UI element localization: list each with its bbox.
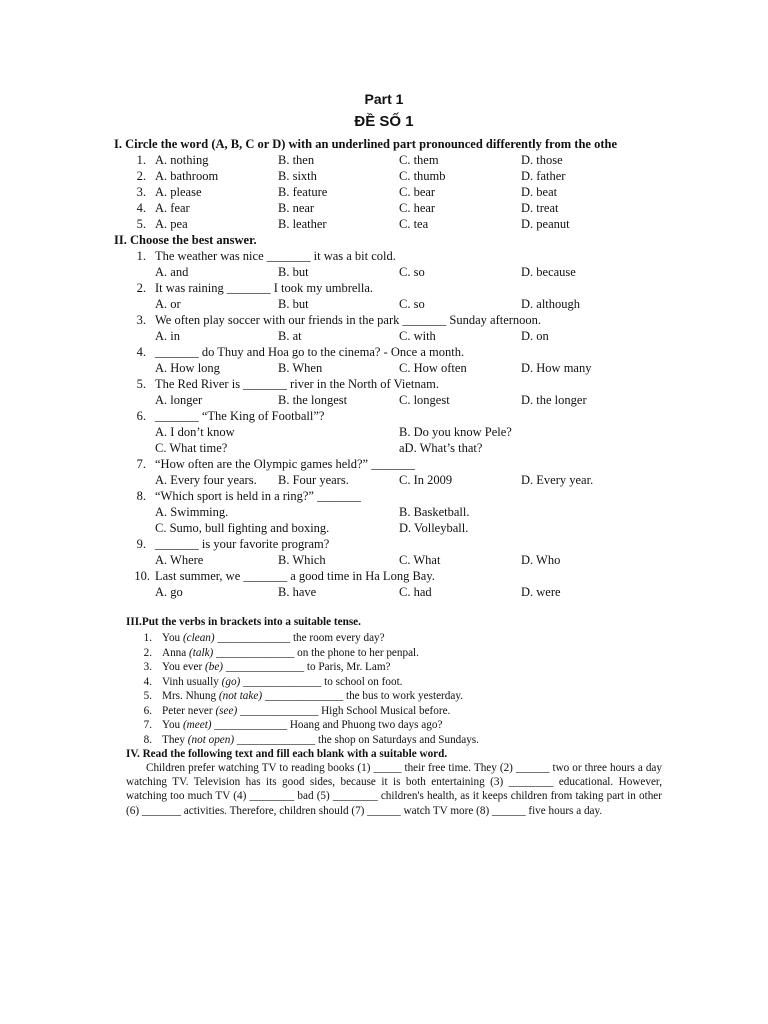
option-b: B. but — [278, 297, 309, 311]
reading-passage: Children prefer watching TV to reading books (1) _____ their free time. They (2) ______ two or three hours a day watching TV. Television has its good sides, because it is both entertaining (3) ________ educational. However, watching too much TV (4) ________ bad (5) ________ children's health, as it keeps children from taking part in other (6) _______ activities. Therefore, children should (7) ______ watch TV more (8) ______ five hours a day. — [126, 762, 662, 817]
item-verb: (see) — [215, 704, 238, 717]
question-number: 9. — [136, 537, 146, 551]
option-d: D. Every year. — [521, 473, 594, 487]
section-4-heading: IV. Read the following text and fill each blank with a suitable word. — [126, 748, 448, 760]
section-2-heading: II. Choose the best answer. — [114, 233, 257, 247]
option-d: D. because — [521, 265, 576, 279]
question-number: 1. — [136, 249, 146, 263]
item-verb: (not take) — [218, 690, 263, 702]
verb-item — [162, 704, 450, 718]
item-verb: (not open) — [187, 733, 235, 746]
option-c: C. with — [399, 329, 436, 343]
item-rest: ______________ to Paris, Mr. Lam? — [223, 661, 391, 673]
verb-item — [162, 675, 402, 689]
option-c: C. What — [399, 553, 441, 567]
item-subject: Vinh usually — [162, 675, 222, 688]
question-text: Last summer, we _______ a good time in Ha Long Bay. — [155, 569, 435, 583]
question-number: 8. — [136, 489, 146, 503]
question-number: 4. — [136, 201, 146, 215]
option-c: C. thumb — [399, 169, 446, 183]
question-number: 6. — [136, 409, 146, 423]
question-number: 3. — [136, 185, 146, 199]
option-b: B. then — [278, 153, 315, 167]
question-number: 4. — [136, 345, 146, 359]
item-rest: ______________ High School Musical before. — [237, 704, 451, 717]
option-b: B. but — [278, 265, 309, 279]
item-number: 1. — [143, 632, 152, 644]
verb-item — [162, 733, 479, 747]
option-b: B. Which — [278, 553, 326, 567]
option-c: C. hear — [399, 201, 436, 215]
item-rest: ______________ the shop on Saturdays and Sundays. — [234, 733, 479, 746]
question-text: The Red River is _______ river in the North of Vietnam. — [155, 377, 440, 391]
item-verb: (go) — [221, 675, 241, 688]
question-number: 5. — [136, 217, 146, 231]
question-number: 10. — [134, 569, 150, 583]
option-b: B. at — [278, 329, 302, 343]
option-b: B. sixth — [278, 169, 317, 183]
option-d: D. father — [521, 169, 566, 183]
item-number: 5. — [143, 690, 152, 702]
item-rest: _____________ the room every day? — [214, 632, 385, 644]
option-d: D. were — [521, 585, 561, 599]
option-c: C. tea — [399, 217, 429, 231]
option-b: B. Four years. — [278, 473, 349, 487]
question-number: 1. — [136, 153, 146, 167]
option-c: C. Sumo, bull fighting and boxing. — [155, 521, 330, 535]
question-number: 3. — [136, 313, 146, 327]
question-text: _______ is your favorite program? — [155, 537, 330, 551]
item-subject: Peter never — [162, 704, 216, 717]
option-a: A. in — [155, 329, 180, 343]
item-subject: You — [162, 719, 183, 731]
item-subject: Mrs. Nhung — [162, 690, 219, 702]
question-text: It was raining _______ I took my umbrella. — [155, 281, 374, 295]
option-b: B. have — [278, 585, 317, 599]
exam-title: ĐỀ SỐ 1 — [354, 113, 414, 130]
option-d: D. How many — [521, 361, 592, 375]
part-title: Part 1 — [364, 91, 404, 107]
item-rest: ______________ to school on foot. — [240, 675, 403, 688]
item-number: 8. — [143, 733, 152, 746]
option-a: A. and — [155, 265, 189, 279]
option-a: A. pea — [155, 217, 188, 231]
option-d: D. Volleyball. — [399, 521, 469, 535]
option-c: C. so — [399, 297, 425, 311]
option-b: B. the longest — [278, 393, 348, 407]
item-subject: You ever — [162, 661, 205, 673]
option-d: D. on — [521, 329, 549, 343]
option-a: A. I don’t know — [155, 425, 235, 439]
option-a: A. bathroom — [155, 169, 219, 183]
option-d: D. treat — [521, 201, 559, 215]
option-d: D. although — [521, 297, 581, 311]
item-subject: You — [162, 632, 183, 644]
option-c: C. What time? — [155, 441, 228, 455]
option-b: B. near — [278, 201, 315, 215]
option-a: A. Every four years. — [155, 473, 257, 487]
option-c: C. In 2009 — [399, 473, 453, 487]
option-c: C. bear — [399, 185, 436, 199]
verb-item — [162, 660, 391, 674]
option-a: A. or — [155, 297, 181, 311]
item-rest: _____________ Hoang and Phuong two days ago? — [211, 719, 443, 731]
option-a: A. longer — [155, 393, 203, 407]
option-a: A. please — [155, 185, 202, 199]
option-a: A. fear — [155, 201, 190, 215]
option-b: B. When — [278, 361, 323, 375]
item-verb: (be) — [205, 661, 224, 673]
item-subject: Anna — [162, 646, 190, 659]
section-1-heading: I. Circle the word (A, B, C or D) with an underlined part pronounced differently from the othe — [114, 137, 617, 151]
option-c: C. longest — [399, 393, 450, 407]
item-subject: They — [162, 733, 188, 746]
question-text: “Which sport is held in a ring?” _______ — [155, 489, 361, 503]
option-d: aD. What’s that? — [399, 441, 483, 455]
question-text: “How often are the Olympic games held?” _______ — [155, 457, 415, 471]
section-3-heading: III.Put the verbs in brackets into a suitable tense. — [126, 616, 361, 628]
option-a: A. Where — [155, 553, 204, 567]
option-c: C. How often — [399, 361, 467, 375]
option-b: B. leather — [278, 217, 327, 231]
item-verb: (clean) — [182, 632, 215, 644]
verb-item — [162, 646, 419, 660]
item-number: 3. — [143, 661, 152, 673]
item-number: 6. — [143, 704, 152, 717]
question-number: 2. — [136, 281, 146, 295]
option-a: A. nothing — [155, 153, 209, 167]
option-b: B. feature — [278, 185, 328, 199]
verb-item — [162, 718, 442, 732]
item-verb: (talk) — [189, 646, 214, 659]
verb-item — [162, 631, 385, 645]
question-text: _______ do Thuy and Hoa go to the cinema? - Once a month. — [155, 345, 465, 359]
item-rest: ______________ the bus to work yesterday. — [262, 690, 463, 702]
question-text: _______ “The King of Football”? — [155, 409, 325, 423]
question-number: 7. — [136, 457, 146, 471]
option-c: C. had — [399, 585, 432, 599]
option-d: D. peanut — [521, 217, 570, 231]
option-d: D. Who — [521, 553, 561, 567]
option-d: D. those — [521, 153, 563, 167]
verb-item — [162, 689, 463, 703]
question-text: The weather was nice _______ it was a bit cold. — [155, 249, 396, 263]
option-b: B. Do you know Pele? — [399, 425, 512, 439]
item-number: 4. — [143, 675, 152, 688]
item-number: 7. — [143, 719, 152, 731]
option-d: D. beat — [521, 185, 558, 199]
item-rest: ______________ on the phone to her penpal. — [213, 646, 419, 659]
option-c: C. so — [399, 265, 425, 279]
option-d: D. the longer — [521, 393, 587, 407]
option-c: C. them — [399, 153, 439, 167]
question-number: 2. — [136, 169, 146, 183]
option-a: A. go — [155, 585, 183, 599]
question-number: 5. — [136, 377, 146, 391]
option-b: B. Basketball. — [399, 505, 470, 519]
option-a: A. How long — [155, 361, 220, 375]
item-number: 2. — [143, 646, 152, 659]
question-text: We often play soccer with our friends in the park _______ Sunday afternoon. — [155, 313, 542, 327]
option-a: A. Swimming. — [155, 505, 229, 519]
item-verb: (meet) — [182, 719, 212, 731]
